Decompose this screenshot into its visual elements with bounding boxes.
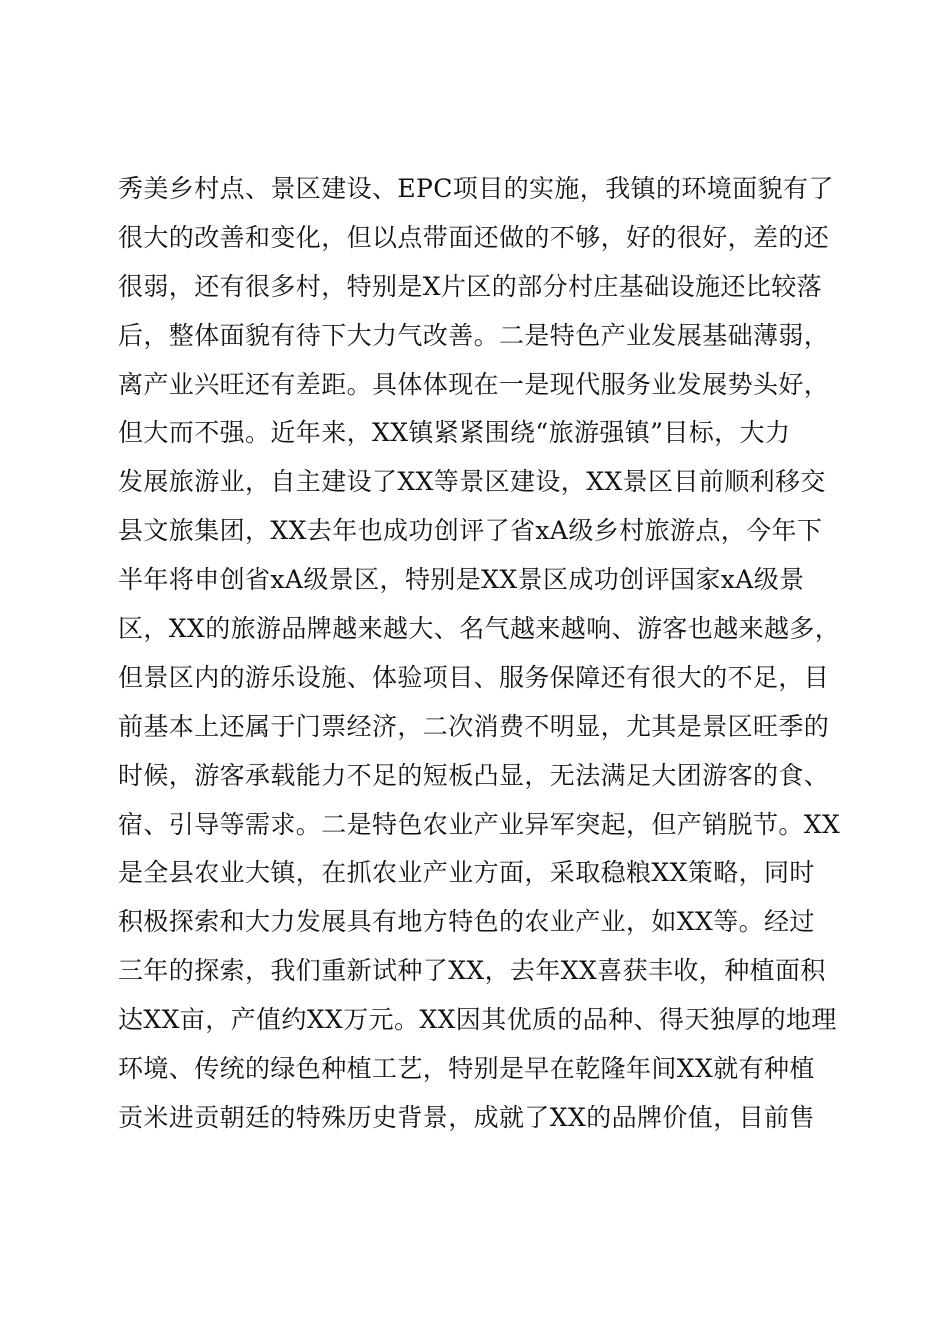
text-line: 离产业兴旺还有差距。具体体现在一是现代服务业发展势头好， — [118, 369, 830, 399]
text-line: 半年将申创省xA级景区，特别是XX景区成功创评国家xA级景 — [118, 565, 805, 595]
text-line: 达XX亩，产值约XX万元。XX因其优质的品种、得天独厚的地理 — [118, 1005, 837, 1035]
text-line: 积极探索和大力发展具有地方特色的农业产业，如XX等。经过 — [118, 907, 815, 937]
text-line: 但大而不强。近年来，XX镇紧紧围绕“旅游强镇”目标，大力 — [118, 418, 791, 448]
text-line: 县文旅集团，XX去年也成功创评了省xA级乡村旅游点，今年下 — [118, 516, 823, 546]
text-line: 后，整体面貌有待下大力气改善。二是特色产业发展基础薄弱， — [118, 320, 830, 350]
text-line: 区，XX的旅游品牌越来越大、名气越来越响、游客也越来越多， — [118, 614, 841, 644]
text-line: 宿、引导等需求。二是特色农业产业异军突起，但产销脱节。XX — [118, 809, 841, 839]
text-line: 发展旅游业，自主建设了XX等景区建设，XX景区目前顺利移交 — [118, 467, 826, 497]
text-line: 时候，游客承载能力不足的短板凸显，无法满足大团游客的食、 — [118, 760, 830, 790]
body-text — [118, 165, 858, 1143]
text-line: 环境、传统的绿色种植工艺，特别是早在乾隆年间XX就有种植 — [118, 1054, 815, 1084]
text-line: 前基本上还属于门票经济，二次消费不明显，尤其是景区旺季的 — [118, 711, 830, 741]
text-line: 很弱，还有很多村，特别是X片区的部分村庄基础设施还比较落 — [118, 271, 823, 301]
text-line: 三年的探索，我们重新试种了XX，去年XX喜获丰收，种植面积 — [118, 956, 826, 986]
text-line: 但景区内的游乐设施、体验项目、服务保障还有很大的不足，目 — [118, 662, 830, 692]
text-line: 是全县农业大镇，在抓农业产业方面，采取稳粮XX策略，同时 — [118, 858, 815, 888]
text-line: 很大的改善和变化，但以点带面还做的不够，好的很好，差的还 — [118, 222, 830, 252]
text-line: 贡米进贡朝廷的特殊历史背景，成就了XX的品牌价值，目前售 — [118, 1102, 815, 1132]
text-line: 秀美乡村点、景区建设、EPC项目的实施，我镇的环境面貌有了 — [118, 174, 834, 203]
